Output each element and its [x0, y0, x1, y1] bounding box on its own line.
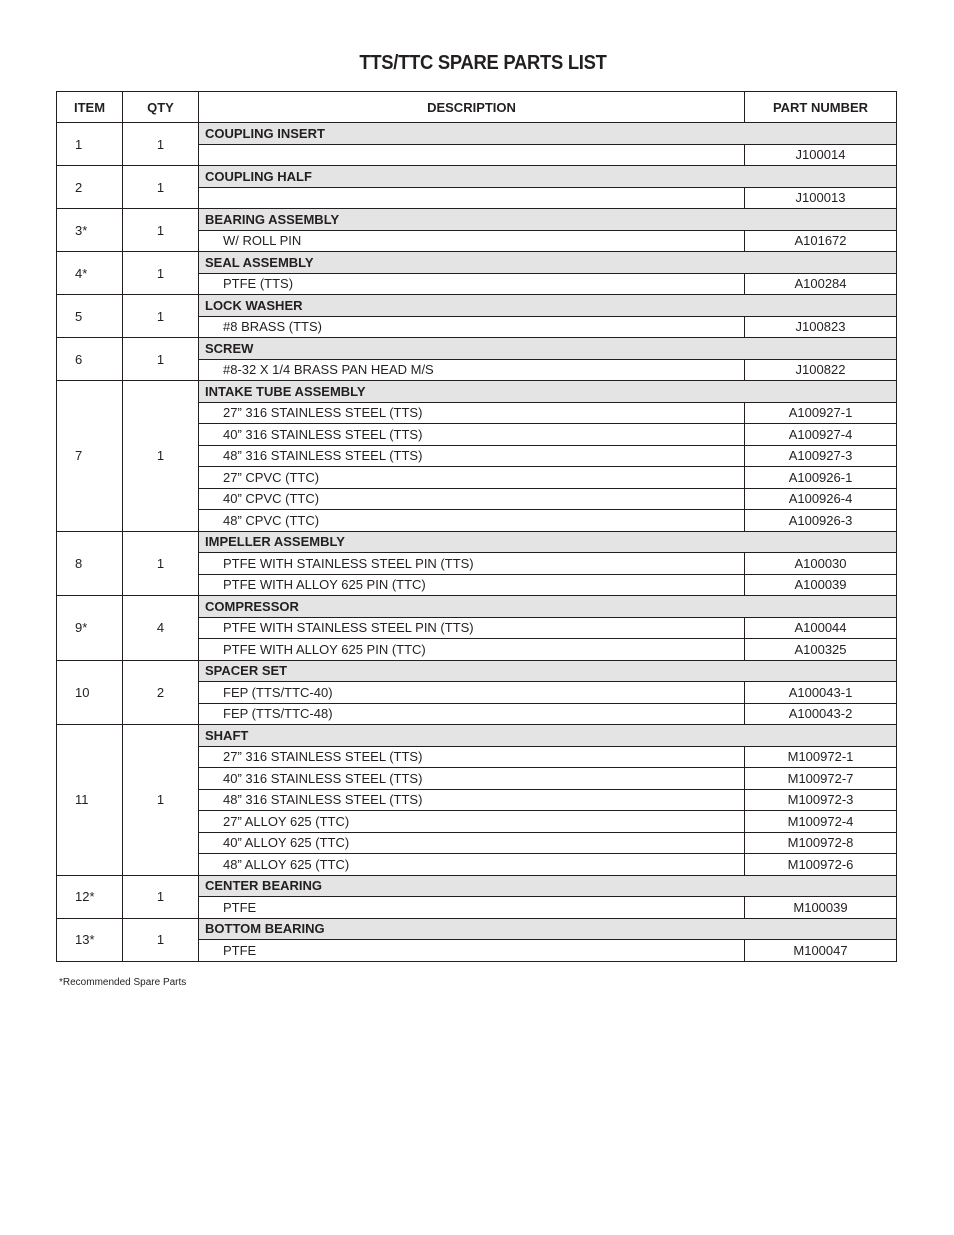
- footnote: *Recommended Spare Parts: [59, 977, 187, 988]
- part-group-header: SPACER SET: [199, 660, 897, 682]
- part-number: M100972-8: [745, 832, 897, 854]
- part-number: M100972-7: [745, 768, 897, 790]
- item-number: 3*: [57, 209, 123, 252]
- part-description: [199, 187, 745, 209]
- item-quantity: 4: [123, 596, 199, 661]
- table-row: [57, 725, 897, 747]
- table-body: [57, 123, 897, 962]
- part-number: A100284: [745, 273, 897, 295]
- item-number: 7: [57, 381, 123, 532]
- part-description: PTFE WITH STAINLESS STEEL PIN (TTS): [199, 617, 745, 639]
- item-quantity: 1: [123, 295, 199, 338]
- part-description: PTFE: [199, 897, 745, 919]
- part-group-header: SEAL ASSEMBLY: [199, 252, 897, 274]
- part-description: PTFE WITH ALLOY 625 PIN (TTC): [199, 574, 745, 596]
- part-number: A100043-1: [745, 682, 897, 704]
- table-row: [57, 596, 897, 618]
- table-row: [57, 875, 897, 897]
- header-item: ITEM: [57, 92, 123, 123]
- table-row: [57, 252, 897, 274]
- item-quantity: 1: [123, 531, 199, 596]
- part-number: A100926-1: [745, 467, 897, 489]
- part-group-header: LOCK WASHER: [199, 295, 897, 317]
- part-number: A100030: [745, 553, 897, 575]
- part-number: A100927-1: [745, 402, 897, 424]
- table-row: [57, 338, 897, 360]
- item-number: 2: [57, 166, 123, 209]
- part-number: M100047: [745, 940, 897, 962]
- header-description: DESCRIPTION: [199, 92, 745, 123]
- item-quantity: 1: [123, 918, 199, 961]
- table-row: [57, 531, 897, 553]
- part-description: FEP (TTS/TTC-40): [199, 682, 745, 704]
- part-group-header: COUPLING HALF: [199, 166, 897, 188]
- part-number: A100927-3: [745, 445, 897, 467]
- part-number: A100926-4: [745, 488, 897, 510]
- part-description: 40” 316 STAINLESS STEEL (TTS): [199, 768, 745, 790]
- item-quantity: 1: [123, 166, 199, 209]
- table-row: [57, 123, 897, 145]
- part-group-header: SHAFT: [199, 725, 897, 747]
- part-number: M100972-4: [745, 811, 897, 833]
- item-number: 4*: [57, 252, 123, 295]
- item-number: 12*: [57, 875, 123, 918]
- part-number: A101672: [745, 230, 897, 252]
- header-qty: QTY: [123, 92, 199, 123]
- part-group-header: BOTTOM BEARING: [199, 918, 897, 940]
- page-title: TTS/TTC SPARE PARTS LIST: [359, 52, 607, 74]
- part-description: 27” ALLOY 625 (TTC): [199, 811, 745, 833]
- part-number: A100044: [745, 617, 897, 639]
- table-row: [57, 660, 897, 682]
- item-number: 8: [57, 531, 123, 596]
- part-description: 27” CPVC (TTC): [199, 467, 745, 489]
- item-quantity: 1: [123, 209, 199, 252]
- part-description: W/ ROLL PIN: [199, 230, 745, 252]
- table-header-row: [57, 92, 897, 123]
- item-number: 5: [57, 295, 123, 338]
- item-quantity: 1: [123, 381, 199, 532]
- part-number: A100325: [745, 639, 897, 661]
- part-description: 48” CPVC (TTC): [199, 510, 745, 532]
- part-description: PTFE WITH ALLOY 625 PIN (TTC): [199, 639, 745, 661]
- part-number: J100822: [745, 359, 897, 381]
- table-row: [57, 209, 897, 231]
- part-description: 27” 316 STAINLESS STEEL (TTS): [199, 746, 745, 768]
- part-number: J100823: [745, 316, 897, 338]
- table-row: [57, 295, 897, 317]
- part-number: A100043-2: [745, 703, 897, 725]
- part-description: 40” CPVC (TTC): [199, 488, 745, 510]
- part-group-header: IMPELLER ASSEMBLY: [199, 531, 897, 553]
- part-group-header: SCREW: [199, 338, 897, 360]
- part-description: 48” 316 STAINLESS STEEL (TTS): [199, 789, 745, 811]
- part-number: M100972-1: [745, 746, 897, 768]
- table-row: [57, 166, 897, 188]
- part-number: M100039: [745, 897, 897, 919]
- part-group-header: BEARING ASSEMBLY: [199, 209, 897, 231]
- part-description: PTFE: [199, 940, 745, 962]
- part-description: 40” 316 STAINLESS STEEL (TTS): [199, 424, 745, 446]
- part-number: M100972-3: [745, 789, 897, 811]
- part-number: J100013: [745, 187, 897, 209]
- item-quantity: 1: [123, 725, 199, 876]
- item-number: 1: [57, 123, 123, 166]
- part-number: A100926-3: [745, 510, 897, 532]
- spare-parts-table: [56, 91, 897, 962]
- item-quantity: 1: [123, 123, 199, 166]
- part-description: FEP (TTS/TTC-48): [199, 703, 745, 725]
- part-number: A100927-4: [745, 424, 897, 446]
- item-number: 13*: [57, 918, 123, 961]
- item-quantity: 2: [123, 660, 199, 725]
- part-group-header: COUPLING INSERT: [199, 123, 897, 145]
- part-description: 40” ALLOY 625 (TTC): [199, 832, 745, 854]
- part-group-header: CENTER BEARING: [199, 875, 897, 897]
- part-description: 48” ALLOY 625 (TTC): [199, 854, 745, 876]
- table-row: [57, 918, 897, 940]
- item-number: 11: [57, 725, 123, 876]
- item-number: 10: [57, 660, 123, 725]
- part-group-header: INTAKE TUBE ASSEMBLY: [199, 381, 897, 403]
- part-number: J100014: [745, 144, 897, 166]
- item-number: 9*: [57, 596, 123, 661]
- part-number: A100039: [745, 574, 897, 596]
- part-description: #8 BRASS (TTS): [199, 316, 745, 338]
- table-row: [57, 381, 897, 403]
- part-description: 27” 316 STAINLESS STEEL (TTS): [199, 402, 745, 424]
- item-quantity: 1: [123, 252, 199, 295]
- part-group-header: COMPRESSOR: [199, 596, 897, 618]
- part-description: PTFE (TTS): [199, 273, 745, 295]
- part-description: 48” 316 STAINLESS STEEL (TTS): [199, 445, 745, 467]
- part-description: [199, 144, 745, 166]
- part-number: M100972-6: [745, 854, 897, 876]
- item-quantity: 1: [123, 875, 199, 918]
- part-description: PTFE WITH STAINLESS STEEL PIN (TTS): [199, 553, 745, 575]
- item-number: 6: [57, 338, 123, 381]
- item-quantity: 1: [123, 338, 199, 381]
- header-part-number: PART NUMBER: [745, 92, 897, 123]
- part-description: #8-32 X 1/4 BRASS PAN HEAD M/S: [199, 359, 745, 381]
